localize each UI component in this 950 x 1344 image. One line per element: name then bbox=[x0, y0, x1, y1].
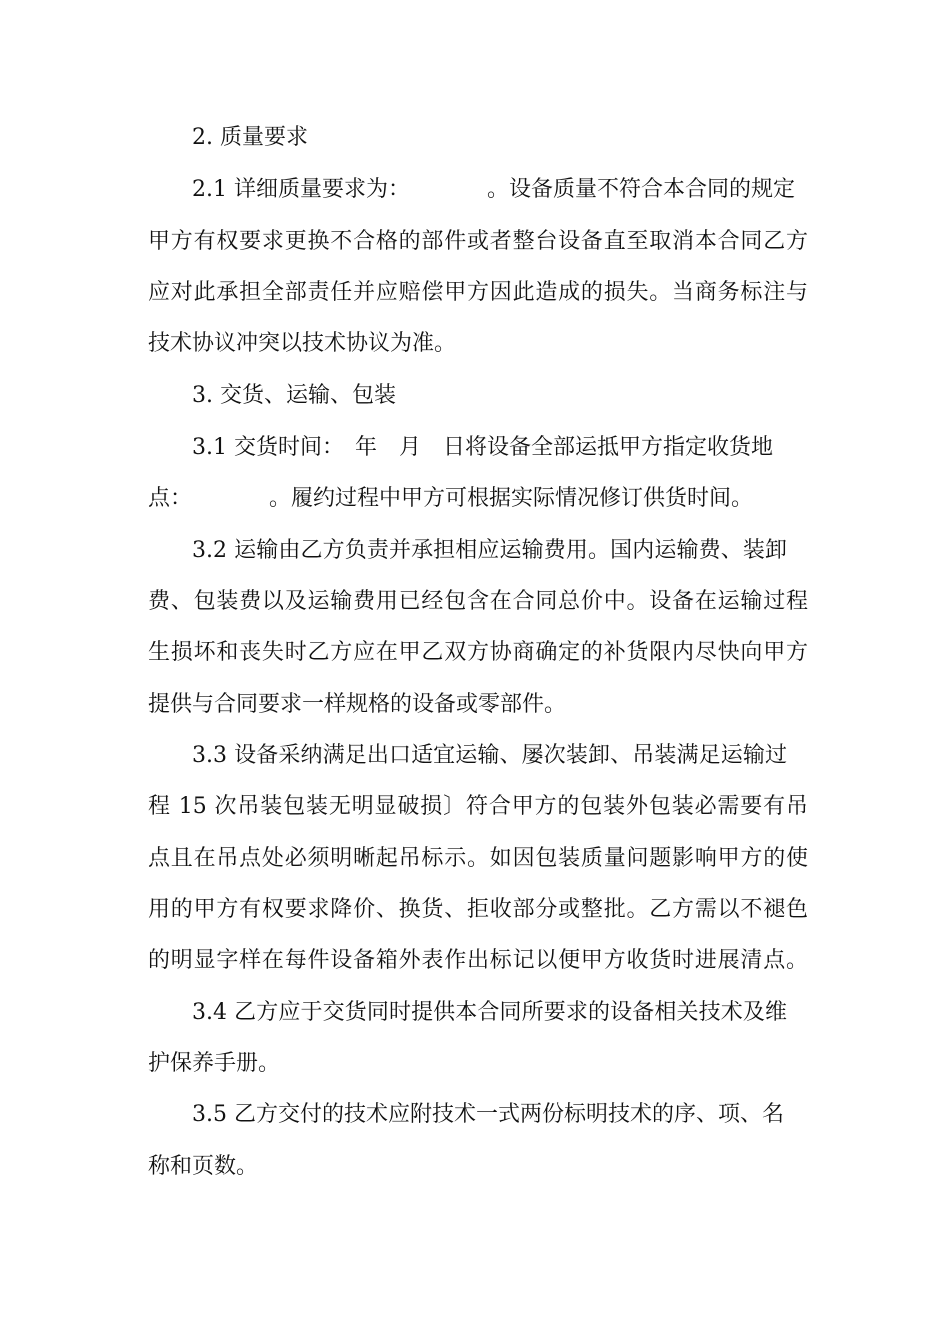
paragraph-3-3-line-5: 的明显字样在每件设备箱外表作出标记以便甲方收货时进展清点。 bbox=[148, 948, 808, 973]
paragraph-3-5-line-2: 称和页数。 bbox=[148, 1154, 259, 1179]
heading-quality-requirements: 2. 质量要求 bbox=[192, 125, 308, 150]
paragraph-3-5-line-1: 3.5 乙方交付的技术应附技术一式两份标明技术的序、项、名 bbox=[192, 1102, 784, 1127]
paragraph-2-1-line-3: 应对此承担全部责任并应赔偿甲方因此造成的损失。当商务标注与 bbox=[148, 280, 808, 305]
paragraph-2-1-line-4: 技术协议冲突以技术协议为准。 bbox=[148, 331, 457, 356]
heading-delivery-transport-packaging: 3. 交货、运输、包装 bbox=[192, 383, 396, 408]
paragraph-3-2-line-1: 3.2 运输由乙方负责并承担相应运输费用。国内运输费、装卸 bbox=[192, 538, 787, 563]
paragraph-3-4-line-1: 3.4 乙方应于交货同时提供本合同所要求的设备相关技术及维 bbox=[192, 1000, 787, 1025]
paragraph-2-1-line-1: 2.1 详细质量要求为： 。设备质量不符合本合同的规定 bbox=[192, 177, 795, 202]
paragraph-3-4-line-2: 护保养手册。 bbox=[148, 1051, 281, 1076]
paragraph-3-1-line-1: 3.1 交货时间： 年 月 日将设备全部运抵甲方指定收货地 bbox=[192, 435, 773, 460]
paragraph-3-3-line-4: 用的甲方有权要求降价、换货、拒收部分或整批。乙方需以不褪色 bbox=[148, 897, 808, 922]
paragraph-3-3-line-1: 3.3 设备采纳满足出口适宜运输、屡次装卸、吊装满足运输过 bbox=[192, 743, 787, 768]
paragraph-3-2-line-3: 生损坏和丧失时乙方应在甲乙双方协商确定的补货限内尽快向甲方 bbox=[148, 640, 808, 665]
paragraph-3-1-line-2: 点： 。履约过程中甲方可根据实际情况修订供货时间。 bbox=[148, 486, 754, 511]
paragraph-2-1-line-2: 甲方有权要求更换不合格的部件或者整台设备直至取消本合同乙方 bbox=[148, 229, 808, 254]
paragraph-3-3-line-3: 点且在吊点处必须明晰起吊标示。如因包装质量问题影响甲方的使 bbox=[148, 846, 808, 871]
paragraph-3-2-line-2: 费、包装费以及运输费用已经包含在合同总价中。设备在运输过程 bbox=[148, 589, 808, 614]
paragraph-3-3-line-2: 程 15 次吊装包装无明显破损〕符合甲方的包装外包装必需要有吊 bbox=[148, 794, 808, 819]
paragraph-3-2-line-4: 提供与合同要求一样规格的设备或零部件。 bbox=[148, 692, 567, 717]
